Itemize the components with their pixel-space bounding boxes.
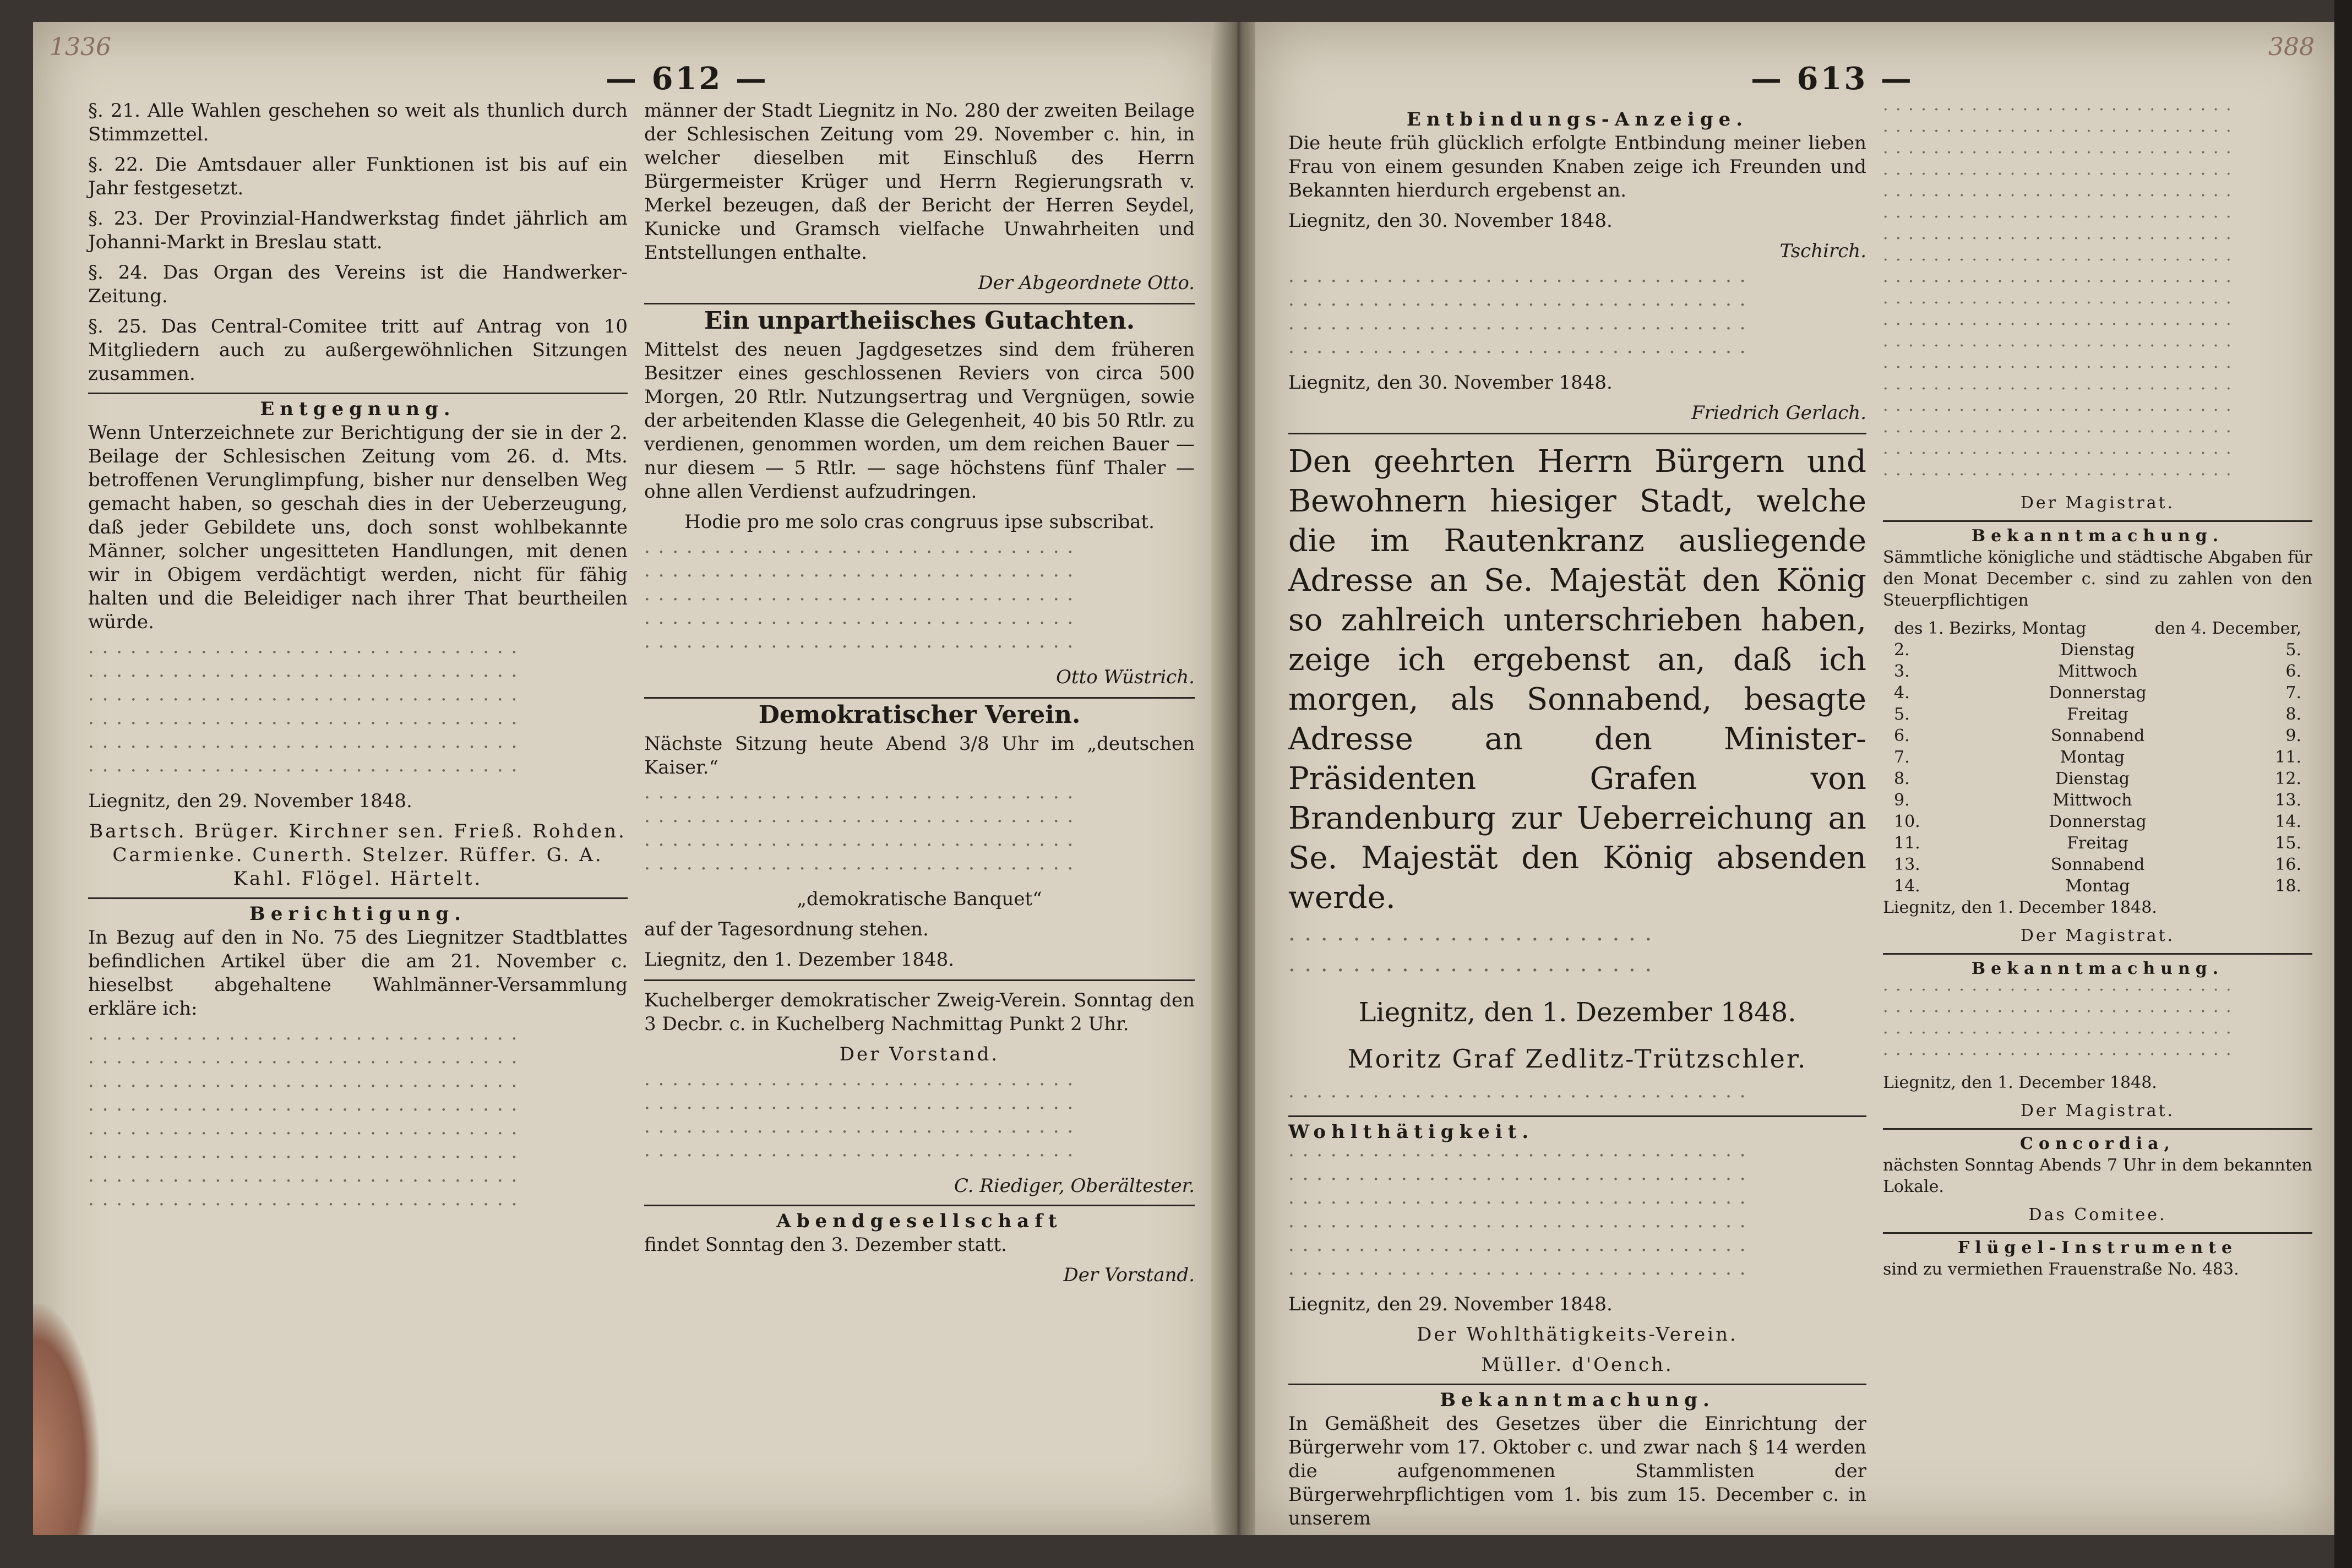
illegible-text-block: · · · · · · · · · · · · · · · · · · · · · · · · · · · · · · · · · · · · · · · · · · · · · · · · · · · · · · · · · · · · · · · · · · · · · · · · · · · · · · · · · · · · · · · · · · · · · · · · · · · · · · · · · · · · · · · · · · · · · · · · · · · · [644, 787, 1075, 880]
schedule-row [1883, 790, 2312, 811]
book-cover-edge [2334, 0, 2352, 1568]
statute-21: §. 21. Alle Wahlen geschehen so weit als thunlich durch Stimmzettel. [88, 100, 628, 145]
schedule-cell: Sonnabend [2050, 726, 2145, 745]
heading-entbindung: Entbindungs-Anzeige. [1406, 108, 1749, 130]
schedule-cell: 13. [1894, 855, 1920, 874]
text-sitzung: Nächste Sitzung heute Abend 3/8 Uhr im „deutschen Kaiser.“ [644, 733, 1195, 778]
signature-wuestrich: Otto Wüstrich. [1056, 666, 1195, 688]
schedule-row [1883, 747, 2312, 768]
schedule-cell: 7. [1894, 748, 1910, 767]
schedule-cell: 6. [2285, 662, 2301, 681]
page-number-613: — 613 — [1751, 61, 1914, 97]
signature-zedlitz: Moritz Graf Zedlitz-Trützschler. [1347, 1044, 1807, 1074]
text-buergerwehr: In Gemäßheit des Gesetzes über die Einrichtung der Bürgerwehr vom 17. Oktober c. und zwar nach § 14 werden die aufgenommenen Stammlisten der Bürgerwehrpflichtigen vom 1. bis zum 15. December c. in unserem [1288, 1413, 1866, 1529]
schedule-cell: 16. [2275, 855, 2301, 874]
date-sparkasse: Liegnitz, den 1. December 1848. [1883, 1073, 2157, 1092]
schedule-row [1883, 854, 2312, 875]
signature-magistrat-1: Der Magistrat. [2020, 493, 2175, 513]
right-column-2 [1883, 99, 2312, 1502]
banquet-line: „demokratische Banquet“ [797, 888, 1042, 910]
illegible-text-block: · · · · · · · · · · · · · · · · · · · · · · · · · · · · · · · · · · · · · · · · · · · · · · · · · · · · · · · · · · · · · · · · · · · · · · · · · · · · · · · · · · · · · · · · · · · · · · · · · · · · · · · · · · · · · · · · · · · · · · · · · · · · · · · · · · · · · · · · · · · · · · · · · · · · · · · · · · · · · · · · · · · · · · · · · · · · · · · · · · · · · · · · · · · · · · · · · · · · · · · · · · · · · · · · · · · · · · · · · · · · · · · · · · · · · · · · · · · · · · · · · · · · · · · · · · · · · · · · · · · · · · · · · · · · · · · · · · · · · · · · · · · · · · · · · · · · · · · · · · · · · · · · · · · · · · · · · · · · · · · · · · · · · · · · · · · · · · · · · · · · · · · · · · · · · · · · · · · · · · · · · · · · · · · · · · · · · · · · · · · · · · · · · · · · · · · · · · · · · · · · · · · · · · · · · · · · · · · · · · · · · · · · · · · · · · · · · · · · · · · · · · · · · · · · · · · · · · · · · · · · · · · · · · · · · · · · · · · · · · · · · · · · · · · · · · · · · · · · · · · · · · · · [1883, 100, 2233, 484]
signatures-entgegnung: Bartsch. Brüger. Kirchner sen. Frieß. Rohden. Carmienke. Cunerth. Stelzer. Rüffer. G. A. Kahl. Flögel. Härtelt. [89, 820, 627, 890]
text-adresse-koenig: Den geehrten Herrn Bürgern und Bewohnern hiesiger Stadt, welche die im Rautenkranz ausliegende Adresse an Se. Majestät den König so zahlreich unterschrieben haben, zeige ich ergebenst an, daß ich morgen, als Sonnabend, besagte Adresse an den Minister-Präsidenten Grafen von Brandenburg zur Ueberreichung an Se. Majestät den König absenden werde. [1288, 444, 1866, 916]
thumb-photo-edge [33, 1304, 99, 1535]
schedule-row [1883, 768, 2312, 790]
schedule-cell: 18. [2275, 876, 2301, 896]
text-kuchelberg: Kuchelberger demokratischer Zweig-Verein. Sonntag den 3 Decbr. c. in Kuchelberg Nachmittag Punkt 2 Uhr. [644, 989, 1195, 1035]
schedule-cell: 9. [1894, 791, 1910, 810]
illegible-text-block: · · · · · · · · · · · · · · · · · · · · · · · · · · · · · · · · · · · · · · · · · · · · · · · · · · · · · · · · · · · · · · · · · · · · · · · · · · · · · · · · · · · · · · · · · · · · · · · · · · · · · · · · · · · · · · · · · · · · · · · · · · · · · · · · · · · · [1288, 270, 1747, 363]
illegible-text-block: · · · · · · · · · · · · · · · · · · · · · · · · · · · · · · · · · · · · · · · · · · · · · · · · · · · · · · · · · · · · · · · · · · · · · · · · · · · · · · · · · · · · · · · · · · · · · · · · · · · · · · · · · · · · · · · · [1883, 981, 2233, 1064]
text-berichtigung: In Bezug auf den in No. 75 des Liegnitzer Stadtblattes befindlichen Artikel über die am 21. November c. hieselbst abgehaltene Wahlmänner-Versammlung erkläre ich: [88, 927, 628, 1020]
schedule-cell: Freitag [2067, 705, 2128, 724]
schedule-cell: 9. [2285, 726, 2301, 745]
text-concordia: nächsten Sonntag Abends 7 Uhr in dem bekannten Lokale. [1883, 1156, 2312, 1196]
banquet-agenda: auf der Tagesordnung stehen. [644, 918, 929, 940]
title-demokratischer-verein: Demokratischer Verein. [644, 697, 1195, 727]
date-adresse: Liegnitz, den 1. Dezember 1848. [1358, 997, 1796, 1028]
text-entgegnung: Wenn Unterzeichnete zur Berichtigung der sie in der 2. Beilage der Schlesischen Zeitung vom 26. d. Mts. betroffenen Verunglimpfung, bisher nur denselben Weg gemacht haben, so geschah dies in der Ueberzeugung, daß jeder Gebildete uns, doch sonst wohlbekannte Männer, solcher ungesitteten Handlungen, mit denen wir in Obigem verdächtigt werden, nicht für fähig halten und die Beleidiger nach ihrer That beurtheilen würde. [88, 422, 628, 633]
heading-bekanntmachung-abgaben: Bekanntmachung. [1883, 520, 2312, 547]
signature-mueller: Müller. d'Oench. [1481, 1354, 1674, 1376]
divider [644, 979, 1195, 981]
heading-abendgesellschaft: Abendgesellschaft [644, 1205, 1195, 1233]
statute-24: §. 24. Das Organ des Vereins ist die Handwerker-Zeitung. [88, 262, 628, 307]
schedule-row [1883, 875, 2312, 897]
schedule-row [1883, 725, 2312, 747]
schedule-cell: 4. [1894, 683, 1910, 703]
heading-bekanntmachung-buergerwehr: Bekanntmachung. [1288, 1384, 1866, 1412]
schedule-cell: Donnerstag [2049, 812, 2147, 831]
schedule-cell: 10. [1894, 812, 1920, 831]
heading-entgegnung: Entgegnung. [88, 393, 628, 421]
schedule-row [1883, 618, 2312, 639]
illegible-text-block: · · · · · · · · · · · · · · · · · · · · · · · · · · · · · · · · · · · · · · · · · · · · · · · · · · · · · · · · · · · · · · · · · · · · · · · · · · · · · · · · · · · · · · · · · · · · · · · · · · · · · · · · · · · · · · · · · · · · · · · · · · · · · · · · · · · · · · · · · · · · · · · · · · · · · · · · · · · · · · · · · · · · · · · · · · · · · · · · · · · · · · · · · · · · · · · · · · · · · · · · · · · · · · · · · · · · · · · · · · · · · · · · · · · · · · · · · · · · · · · · · · · · · · · · [88, 1028, 519, 1216]
signature-verein: Der Wohlthätigkeits-Verein. [1417, 1324, 1738, 1346]
schedule-cell: 11. [2275, 748, 2301, 767]
right-column-1 [1288, 99, 1866, 1529]
right-newspaper-page [1255, 22, 2334, 1535]
signature-vorstand-2: Der Vorstand. [1063, 1264, 1195, 1286]
illegible-text-block: · · · · · · · · · · · · · · · · · · · · · · · · · · · · · · · · · · · · · · · · · · · · · · · · · · · · · · · · · · · · · · · · · · · · · · · · · · · · · · · · · · · · · · · · · · · · · · · · · · · · · · · · · · · · · · · · · · · · · · · · · · · · · · · · · · · · · · · · · · · · · · · · · · · · · · · · · · · [644, 541, 1075, 658]
signature-otto: Der Abgeordnete Otto. [978, 272, 1195, 294]
text-abgaben: Sämmtliche königliche und städtische Abgaben für den Monat December c. sind zu zahlen von den Steuerpflichtigen [1883, 548, 2312, 610]
date-gerlach: Liegnitz, den 30. November 1848. [1288, 372, 1613, 394]
illegible-text-block: · · · · · · · · · · · · · · · · · · · · · · · · · · · · · · · · · [1288, 1086, 1747, 1108]
illegible-text-block: · · · · · · · · · · · · · · · · · · · · · · · · · · · · · · · · · · · · · · · · · · · · · · · · · · · · · · · · · · · · · · · · · · · · · · · · · · · · · · · · · · · · · · · · · · · · · · · · · · · · · · · · · · · · · · · · · · · · · · · · · · · · · · · · · · · · · · · · · · · · · · · · · · · · · · · · · · · · · · · · · · · · · · · · · · · · · · · · · · · · · · · · · · [88, 641, 519, 782]
schedule-cell: Mittwoch [2052, 791, 2132, 810]
schedule-cell: Freitag [2067, 834, 2128, 853]
left-newspaper-page [33, 22, 1222, 1535]
schedule-cell: 8. [1894, 769, 1910, 788]
schedule-cell: Dienstag [2055, 769, 2130, 788]
heading-fluegel: Flügel-Instrumente [1883, 1232, 2312, 1259]
text-gutachten: Mittelst des neuen Jagdgesetzes sind dem früheren Besitzer eines geschlossenen Reviers von circa 500 Morgen, 20 Rtlr. Nutzungsertrag und Vergnügen, sowie der arbeitenden Klasse die Gelegenheit, 40 bis 50 Rtlr. zu verdienen, genommen worden, um dem reichen Bauer — nur diesem — 5 Rtlr. — sage höchstens fünf Thaler — ohne allen Verdienst aufzudringen. [644, 339, 1195, 503]
statute-22: §. 22. Die Amtsdauer aller Funktionen ist bis auf ein Jahr festgesetzt. [88, 154, 628, 199]
date-verein: Liegnitz, den 1. Dezember 1848. [644, 949, 955, 971]
date-wohlthaetigkeit: Liegnitz, den 29. November 1848. [1288, 1293, 1613, 1315]
schedule-cell: 2. [1894, 640, 1910, 660]
schedule-cell: den 4. December, [2154, 619, 2301, 638]
schedule-row [1883, 682, 2312, 704]
heading-berichtigung: Berichtigung. [88, 897, 628, 926]
date-entgegnung: Liegnitz, den 29. November 1848. [88, 790, 412, 812]
signature-vorstand: Der Vorstand. [839, 1043, 1000, 1065]
title-gutachten: Ein unpartheiisches Gutachten. [644, 303, 1195, 333]
schedule-cell: Sonnabend [2050, 855, 2145, 874]
pencil-note: 388 [2268, 33, 2315, 61]
schedule-cell: 7. [2285, 683, 2301, 703]
divider [1288, 433, 1866, 434]
schedule-cell: Montag [2065, 876, 2130, 896]
signature-tschirch: Tschirch. [1779, 240, 1866, 262]
schedule-row [1883, 661, 2312, 682]
schedule-cell: Montag [2060, 748, 2125, 767]
illegible-text-block: · · · · · · · · · · · · · · · · · · · · · · · · · · · · · · · · · · · · · · · · · · · · · · · · · · · · · · · · · · · · · · · · · · · · · · · · · · · · · · · · · · · · · · · · · · · · · · · · · · · · · · · · · · · · · · · · · · · · · · · · · · · · · · · · · · · · · · · · · · · · · · · · · · · · · · · · · · · · · · · · · · · · · · · · · · · · · · · · · · · · · · · · · · · · · · · · · · · · · · [1288, 1145, 1747, 1285]
illegible-text-block: · · · · · · · · · · · · · · · · · · · · · · · · · · · · · · · · · · · · · · · · · · · · · · · · · · · · · · · · · · · · · · · · · · · · · · · · · · · · · · · · · · · · · · · · · · · · · · · · · · · · · · · · · · · · · · · · · · · · · · · · · · · · [644, 1074, 1075, 1167]
page-number-612: — 612 — [606, 61, 769, 97]
text-fluegel: sind zu vermiethen Frauenstraße No. 483. [1883, 1260, 2239, 1279]
statute-25: §. 25. Das Central-Comitee tritt auf Antrag von 10 Mitgliedern auch zu außergewöhnlichen Sitzungen zusammen. [88, 315, 628, 385]
schedule-cell: Donnerstag [2049, 683, 2147, 703]
schedule-cell: 14. [2275, 812, 2301, 831]
signature-magistrat-3: Der Magistrat. [2020, 1101, 2175, 1120]
schedule-cell: 15. [2275, 834, 2301, 853]
schedule-cell: 11. [1894, 834, 1920, 853]
text-entbindung: Die heute früh glücklich erfolgte Entbindung meiner lieben Frau von einem gesunden Knaben zeige ich Freunden und Bekannten hierdurch ergebenst an. [1288, 132, 1866, 202]
heading-wohlthaetigkeit: Wohlthätigkeit. [1288, 1115, 1866, 1144]
schedule-row [1883, 811, 2312, 832]
schedule-cell: 8. [2285, 705, 2301, 724]
signature-riediger: C. Riediger, Oberältester. [954, 1175, 1195, 1197]
pencil-note: 1336 [50, 33, 111, 61]
heading-bekanntmachung-sparkasse: Bekanntmachung. [1883, 953, 2312, 979]
left-column-2 [644, 99, 1195, 1502]
latin-line: Hodie pro me solo cras congruus ipse subscribat. [684, 511, 1155, 533]
schedule-cell: des 1. Bezirks, Montag [1894, 619, 2087, 638]
schedule-cell: 5. [2285, 640, 2301, 660]
schedule-cell: 6. [1894, 726, 1910, 745]
schedule-cell: 3. [1894, 662, 1910, 681]
text-abendgesellschaft: findet Sonntag den 3. Dezember statt. [644, 1234, 1007, 1256]
signature-comitee: Das Comitee. [2028, 1205, 2167, 1224]
schedule-row [1883, 704, 2312, 725]
heading-concordia: Concordia, [1883, 1128, 2312, 1155]
schedule-row [1883, 832, 2312, 854]
signature-magistrat-2: Der Magistrat. [2020, 926, 2175, 945]
schedule-row [1883, 639, 2312, 661]
schedule-cell: 12. [2275, 769, 2301, 788]
illegible-text-block: · · · · · · · · · · · · · · · · · · · · · · · · · · · · · · · · · · · · · · · · · · · · · · [1288, 927, 1653, 983]
schedule-cell: 14. [1894, 876, 1920, 896]
schedule-cell: Mittwoch [2057, 662, 2138, 681]
schedule-cell: 5. [1894, 705, 1910, 724]
signature-gerlach: Friedrich Gerlach. [1691, 402, 1866, 424]
date-entbindung: Liegnitz, den 30. November 1848. [1288, 210, 1613, 232]
schedule-cell: Dienstag [2060, 640, 2135, 660]
left-column-1 [88, 99, 628, 1502]
statute-23: §. 23. Der Provinzial-Handwerkstag findet jährlich am Johanni-Markt in Breslau statt. [88, 208, 628, 253]
date-abgaben: Liegnitz, den 1. December 1848. [1883, 898, 2157, 917]
text-wahlmaenner: männer der Stadt Liegnitz in No. 280 der zweiten Beilage der Schlesischen Zeitung vom 29. November c. hin, in welcher dieselben mit Einschluß des Herrn Bürgermeister Krüger und Herrn Regierungsrath v. Merkel bezeugen, daß der Bericht der Herren Seydel, Kunicke und Gramsch vielfache Unwahrheiten und Entstellungen enthalte. [644, 100, 1195, 264]
tax-schedule [1883, 618, 2312, 897]
schedule-cell: 13. [2275, 791, 2301, 810]
